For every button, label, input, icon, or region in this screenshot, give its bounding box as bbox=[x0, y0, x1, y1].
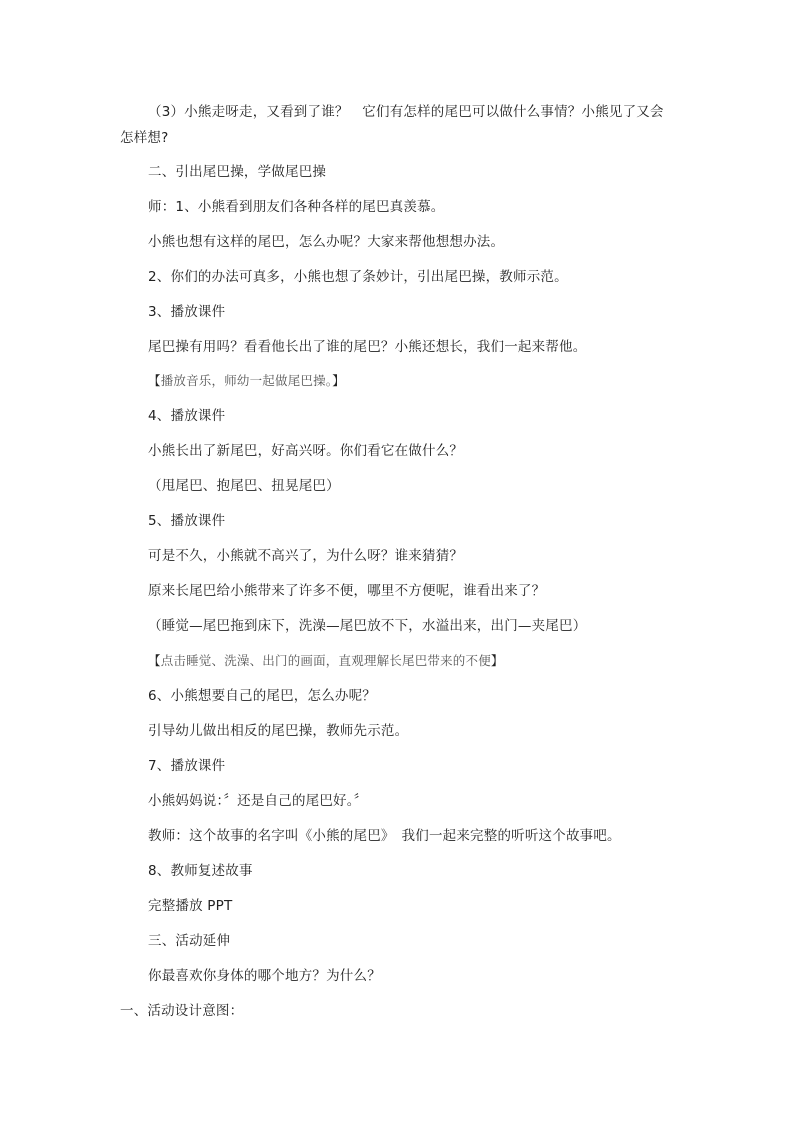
annotation-note bbox=[148, 651, 504, 671]
bracket-open: 【 bbox=[148, 373, 161, 388]
step-heading: 5、播放课件 bbox=[148, 513, 226, 529]
paragraph-line: （甩尾巴、抱尾巴、扭晃尾巴） bbox=[148, 478, 340, 494]
paragraph-line: 怎样想? bbox=[120, 130, 169, 146]
paragraph-line: 你最喜欢你身体的哪个地方？为什么？ bbox=[148, 968, 381, 984]
step-heading: 4、播放课件 bbox=[148, 408, 226, 424]
paragraph-line: 可是不久，小熊就不高兴了，为什么呀？谁来猜猜？ bbox=[148, 548, 464, 564]
paragraph-line: 尾巴操有用吗？看看他长出了谁的尾巴？小熊还想长，我们一起来帮他。 bbox=[148, 339, 587, 355]
bracket-close: 】 bbox=[490, 653, 504, 668]
paragraph-line: （3）小熊走呀走，又看到了谁？ 它们有怎样的尾巴可以做什么事情？小熊见了又会 bbox=[148, 104, 664, 120]
paragraph-line: 小熊长出了新尾巴，好高兴呀。你们看它在做什么？ bbox=[148, 443, 464, 459]
paragraph-line: 师：1、小熊看到朋友们各种各样的尾巴真羡慕。 bbox=[148, 199, 445, 215]
step-heading: 6、小熊想要自己的尾巴，怎么办呢？ bbox=[148, 688, 376, 704]
paragraph-line: 教师：这个故事的名字叫《小熊的尾巴》 我们一起来完整的听听这个故事吧。 bbox=[148, 828, 621, 844]
paragraph-line: 引导幼儿做出相反的尾巴操，教师先示范。 bbox=[148, 723, 409, 739]
section-heading: 一、活动设计意图： bbox=[120, 1003, 244, 1019]
paragraph-line: 原来长尾巴给小熊带来了许多不便，哪里不方便呢，谁看出来了？ bbox=[148, 583, 546, 599]
step-heading: 8、教师复述故事 bbox=[148, 863, 253, 879]
step-heading: 3、播放课件 bbox=[148, 304, 226, 320]
section-heading: 二、引出尾巴操，学做尾巴操 bbox=[148, 164, 327, 180]
bracket-close: 】 bbox=[332, 373, 345, 388]
paragraph-line: 完整播放 PPT bbox=[148, 898, 233, 914]
paragraph-line: （睡觉—尾巴拖到床下，洗澡—尾巴放不下，水溢出来，出门—夹尾巴） bbox=[148, 618, 587, 634]
paragraph-line: 小熊也想有这样的尾巴，怎么办呢？大家来帮他想想办法。 bbox=[148, 234, 505, 250]
annotation-note bbox=[148, 371, 345, 391]
section-heading: 三、活动延伸 bbox=[148, 933, 231, 949]
note-text: 点击睡觉、洗澡、出门的画面，直观理解长尾巴带来的不便 bbox=[160, 653, 491, 668]
note-text: 播放音乐，师幼一起做尾巴操。 bbox=[160, 373, 333, 388]
paragraph-line: 2、你们的办法可真多，小熊也想了条妙计，引出尾巴操，教师示范。 bbox=[148, 269, 568, 285]
step-heading: 7、播放课件 bbox=[148, 758, 226, 774]
bracket-open: 【 bbox=[148, 653, 161, 668]
paragraph-line: 小熊妈妈说：〞还是自己的尾巴好。〞 bbox=[148, 793, 368, 809]
